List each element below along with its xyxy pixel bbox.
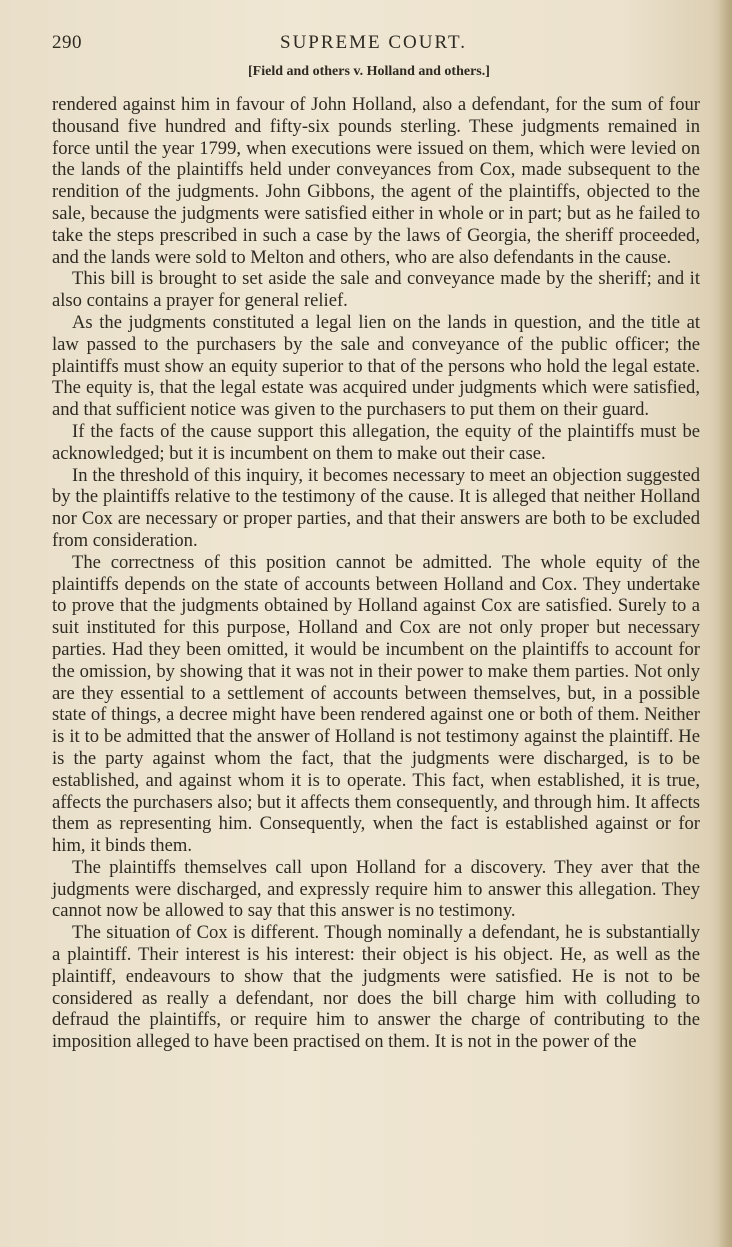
paragraph: The situation of Cox is different. Though nominally a defendant, he is substantially a plaintiff. Their interest is his interest: their object is his object. He, as well as the plaintiff, endeavours to show that the judgments were satisfied. He is not to be considered as really a defendant, nor does the bill charge him with colluding to defraud the plaintiffs, or require him to answer the charge of contributing to the imposition alleged to have been practised on them. It is not in the power of the (52, 922, 700, 1053)
paragraph: This bill is brought to set aside the sale and conveyance made by the sheriff; and it also contains a prayer for general relief. (52, 268, 700, 312)
page-header (52, 30, 692, 56)
running-head: SUPREME COURT. (280, 32, 467, 53)
page-edge-shadow (718, 0, 732, 1247)
page-number: 290 (52, 32, 82, 53)
paragraph: As the judgments constituted a legal lien on the lands in question, and the title at law passed to the purchasers by the sale and conveyance of the public officer; the plaintiffs must show an equity superior to that of the persons who hold the legal estate. The equity is, that the legal estate was acquired under judgments which were satisfied, and that sufficient notice was given to the purchasers to put them on their guard. (52, 311, 700, 421)
paragraph: The correctness of this position cannot be admitted. The whole equity of the plaintiffs depends on the state of accounts between Holland and Cox. They undertake to prove that the judgments obtained by Holland against Cox are satisfied. Surely to a suit instituted for this purpose, Holland and Cox are not only proper but necessary parties. Had they been omitted, it would be incumbent on the plaintiffs to account for the omission, by showing that it was not in their power to make them parties. Not only are they essential to a settlement of accounts between themselves, but, in a possible state of things, a decree might have been rendered against one or both of them. Neither is it to be admitted that the answer of Holland is not testimony against the plaintiff. He is the party against whom the fact, that the judgments were discharged, is to be established, and against whom it is to operate. This fact, when established, it is true, affects the purchasers also; but it affects them consequently, and through him. It affects them as representing him. Consequently, when the fact is established against or for him, it binds them. (52, 551, 700, 857)
paragraph: If the facts of the cause support this allegation, the equity of the plaintiffs must be acknowledged; but it is incumbent on them to make out their case. (52, 420, 700, 464)
case-caption: [Field and others v. Holland and others.] (248, 64, 490, 79)
paragraph: rendered against him in favour of John Holland, also a defendant, for the sum of four thousand five hundred and fifty-six pounds sterling. These judgments remained in force until the year 1799, when executions were issued on them, which were levied on the lands of the plaintiffs held under conveyances from Cox, made subsequent to the rendition of the judgments. John Gibbons, the agent of the plaintiffs, objected to the sale, because the judgments were satisfied either in whole or in part; but as he failed to take the steps prescribed in such a case by the laws of Georgia, the sheriff proceeded, and the lands were sold to Melton and others, who are also defendants in the cause. (52, 94, 700, 268)
body-text (52, 94, 700, 1053)
paragraph: The plaintiffs themselves call upon Holland for a discovery. They aver that the judgments were discharged, and expressly require him to answer this allegation. They cannot now be allowed to say that this answer is no testimony. (52, 856, 700, 922)
paragraph: In the threshold of this inquiry, it becomes necessary to meet an objection suggested by the plaintiffs relative to the testimony of the cause. It is alleged that neither Holland nor Cox are necessary or proper parties, and that their answers are both to be excluded from consideration. (52, 464, 700, 551)
